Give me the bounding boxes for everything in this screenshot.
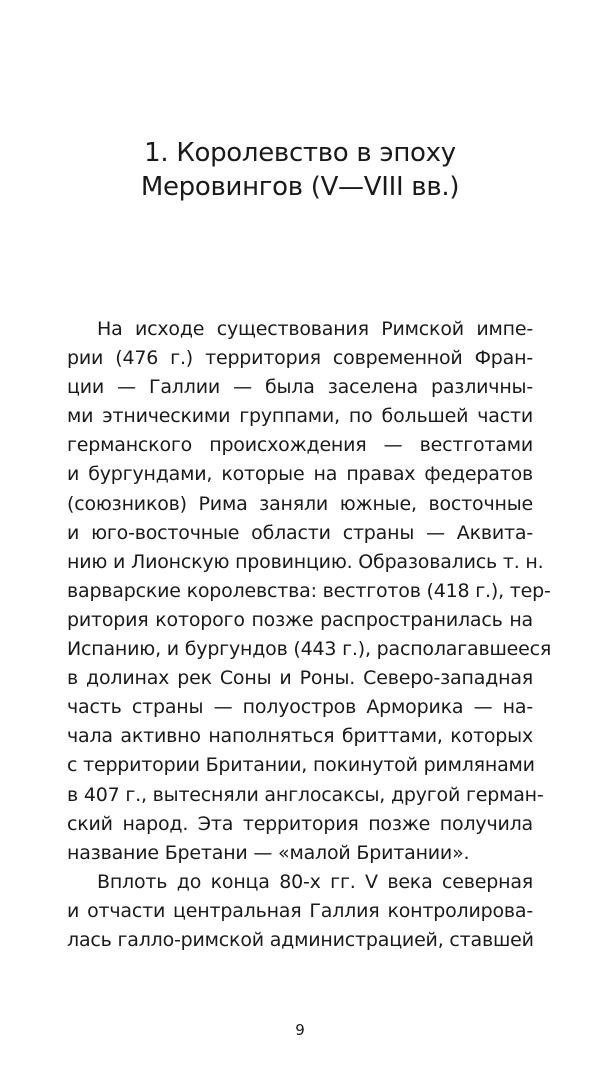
chapter-title-line-2: Меровингов (V—VIII вв.) [140,172,460,202]
text-line: название Бретани — «малой Британии». [67,841,470,864]
text-line: и юго-восточные области страны — Аквита- [67,521,533,544]
body-text [67,315,552,955]
text-line: чала активно наполняться бриттами, которых [67,725,533,748]
text-line: Испанию, и бургундов (443 г.), располагавшееся [67,638,552,661]
text-line: и бургундами, которые на правах федератов [67,463,533,486]
text-line: Вплоть до конца 80-х гг. V века северная [97,870,533,893]
chapter-title [0,136,600,204]
text-line: в 407 г., вытесняли англосаксы, другой герман- [67,783,544,806]
text-line: нию и Лионскую провинцию. Образовались т. н. [67,550,544,573]
text-line: На исходе существования Римской импе- [97,318,533,340]
text-line: рии (476 г.) территория современной Фран- [67,347,533,370]
text-line: (союзников) Рима заняли южные, восточные [67,492,533,515]
page-number: 9 [295,1021,305,1039]
text-line: ции — Галлии — была заселена различны- [67,376,533,399]
text-line: ский народ. Эта территория позже получила [67,812,533,835]
text-line: лась галло-римской администрацией, ставшей [67,928,534,951]
text-line: германского происхождения — вестготами [67,434,533,457]
text-line: ритория которого позже распространилась на [67,608,533,631]
text-line: варварские королевства: вестготов (418 г.), тер- [67,579,551,602]
text-line: часть страны — полуостров Арморика — на- [67,696,533,719]
chapter-title-line-1: 1. Королевство в эпоху [144,138,456,168]
text-line: ми этническими группами, по большей части [67,405,533,428]
text-line: и отчасти центральная Галлия контролирова- [67,899,533,922]
text-line: с территории Британии, покинутой римлянами [67,754,535,777]
text-line: в долинах рек Соны и Роны. Северо-западная [67,667,533,690]
